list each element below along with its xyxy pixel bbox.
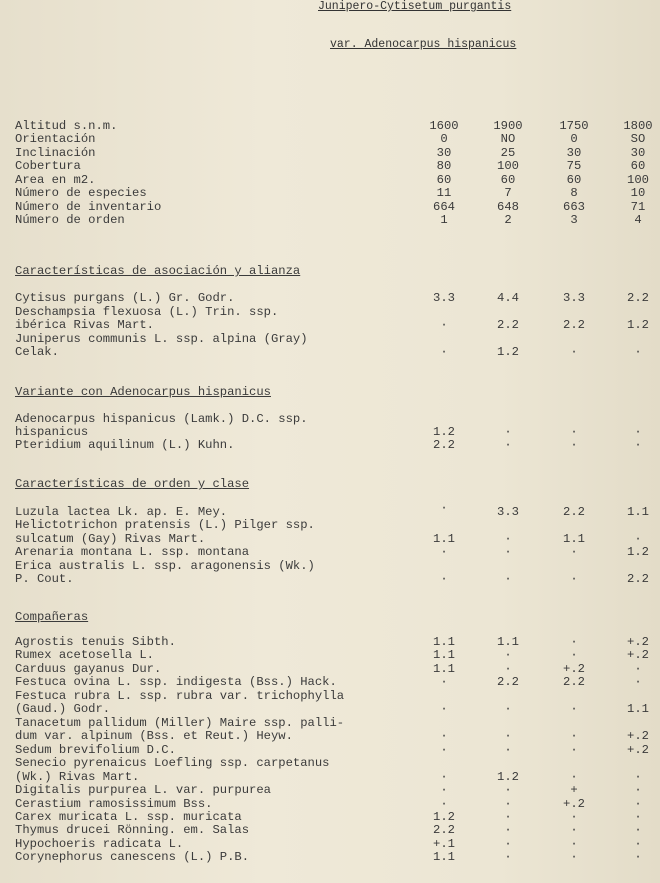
cell-value: 11 xyxy=(436,186,452,200)
cell-value: 100 xyxy=(497,159,519,173)
cell-value: 1.1 xyxy=(433,850,455,864)
cell-value: 2.2 xyxy=(497,318,519,332)
cell-value: · xyxy=(440,729,448,743)
cell-value: · xyxy=(504,662,512,676)
table-row xyxy=(0,333,660,346)
table-row xyxy=(0,824,660,837)
table-row xyxy=(0,649,660,662)
species-label: P. Cout. xyxy=(15,572,74,586)
table-row xyxy=(0,147,660,160)
cell-value: · xyxy=(570,425,578,439)
cell-value: · xyxy=(634,810,642,824)
species-label: Sedum brevifolium D.C. xyxy=(15,743,176,757)
cell-value: 2 xyxy=(504,213,512,227)
cell-value: SO xyxy=(630,132,646,146)
table-row xyxy=(0,346,660,359)
cell-value: · xyxy=(440,345,448,359)
cell-value: 2.2 xyxy=(433,823,455,837)
cell-value: 1750 xyxy=(559,119,589,133)
cell-value: · xyxy=(504,797,512,811)
cell-value: · xyxy=(634,770,642,784)
cell-value: · xyxy=(570,702,578,716)
cell-value: · xyxy=(570,545,578,559)
cell-value: +.2 xyxy=(627,648,649,662)
cell-value: 3 xyxy=(570,213,578,227)
cell-value: +.2 xyxy=(627,729,649,743)
cell-value: +.2 xyxy=(627,635,649,649)
species-label: Helictotrichon pratensis (L.) Pilger ssp. xyxy=(15,518,315,532)
cell-value: · xyxy=(504,532,512,546)
cell-value: · xyxy=(570,572,578,586)
species-label: Cytisus purgans (L.) Gr. Godr. xyxy=(15,291,235,305)
cell-value: 1.2 xyxy=(433,425,455,439)
species-label: Número de especies xyxy=(15,186,147,200)
cell-value: 648 xyxy=(497,200,519,214)
cell-value: 1.1 xyxy=(433,635,455,649)
section-heading: Características de asociación y alianza xyxy=(15,264,301,278)
species-label: Digitalis purpurea L. var. purpurea xyxy=(15,783,271,797)
species-label: hispanicus xyxy=(15,425,89,439)
cell-value: +.2 xyxy=(627,743,649,757)
cell-value: · xyxy=(634,837,642,851)
species-label: Rumex acetosella L. xyxy=(15,648,154,662)
cell-value: · xyxy=(440,545,448,559)
cell-value: 0 xyxy=(570,132,578,146)
cell-value: · xyxy=(440,318,448,332)
cell-value: 0 xyxy=(440,132,448,146)
cell-value: · xyxy=(504,810,512,824)
cell-value: · xyxy=(570,743,578,757)
cell-value: · xyxy=(440,783,448,797)
species-label: Cobertura xyxy=(15,159,81,173)
species-label: Area en m2. xyxy=(15,173,96,187)
species-label: Festuca rubra L. ssp. rubra var. trichophylla xyxy=(15,689,345,703)
species-label: ibérica Rivas Mart. xyxy=(15,318,154,332)
cell-value: 1.2 xyxy=(627,545,649,559)
cell-value: 30 xyxy=(436,146,452,160)
cell-value: · xyxy=(570,345,578,359)
cell-value: 60 xyxy=(566,173,582,187)
species-label: Pteridium aquilinum (L.) Kuhn. xyxy=(15,438,235,452)
cell-value: 1.1 xyxy=(433,648,455,662)
cell-value: · xyxy=(440,675,448,689)
table-row xyxy=(0,413,660,426)
cell-value: 3.3 xyxy=(497,505,519,519)
cell-value: 1.1 xyxy=(433,532,455,546)
cell-value: · xyxy=(570,438,578,452)
table-row xyxy=(0,784,660,797)
cell-value: · xyxy=(634,823,642,837)
cell-value: · xyxy=(504,823,512,837)
cell-value: 3.3 xyxy=(433,291,455,305)
table-row xyxy=(0,214,660,227)
cell-value: +.2 xyxy=(563,797,585,811)
species-label: Carex muricata L. ssp. muricata xyxy=(15,810,242,824)
cell-value: 71 xyxy=(630,200,646,214)
cell-value: 3.3 xyxy=(563,291,585,305)
cell-value: 75 xyxy=(566,159,582,173)
cell-value: · xyxy=(440,702,448,716)
cell-value: 2.2 xyxy=(497,675,519,689)
cell-value: NO xyxy=(500,132,516,146)
cell-value: 60 xyxy=(500,173,516,187)
cell-value: · xyxy=(634,783,642,797)
cell-value: · xyxy=(634,532,642,546)
cell-value: · xyxy=(634,850,642,864)
species-label: Cerastium ramosissimum Bss. xyxy=(15,797,213,811)
cell-value: +.2 xyxy=(563,662,585,676)
cell-value: · xyxy=(504,425,512,439)
cell-value: · xyxy=(440,770,448,784)
table-row xyxy=(0,573,660,586)
table-row xyxy=(0,519,660,532)
species-label: Tanacetum pallidum (Miller) Maire ssp. palli- xyxy=(15,716,345,730)
cell-value: 663 xyxy=(563,200,585,214)
table-row xyxy=(0,851,660,864)
cell-value: · xyxy=(570,850,578,864)
species-label: Juniperus communis L. ssp. alpina (Gray) xyxy=(15,332,308,346)
cell-value: · xyxy=(504,729,512,743)
species-label: Número de orden xyxy=(15,213,125,227)
species-label: Agrostis tenuis Sibth. xyxy=(15,635,176,649)
cell-value: · xyxy=(570,648,578,662)
cell-value: +.1 xyxy=(433,837,455,851)
cell-value: 80 xyxy=(436,159,452,173)
species-label: sulcatum (Gay) Rivas Mart. xyxy=(15,532,206,546)
cell-value: 1600 xyxy=(429,119,459,133)
cell-value: 30 xyxy=(566,146,582,160)
cell-value: 7 xyxy=(504,186,512,200)
table-row xyxy=(0,439,660,452)
table-row xyxy=(0,160,660,173)
species-label: Número de inventario xyxy=(15,200,162,214)
species-label: Erica australis L. ssp. aragonensis (Wk.) xyxy=(15,559,315,573)
species-label: Carduus gayanus Dur. xyxy=(15,662,162,676)
table-row xyxy=(0,187,660,200)
table-row xyxy=(0,730,660,743)
cell-value: · xyxy=(504,743,512,757)
cell-value: 30 xyxy=(630,146,646,160)
section-heading: Variante con Adenocarpus hispanicus xyxy=(15,385,271,399)
table-row xyxy=(0,292,660,305)
cell-value: · xyxy=(570,837,578,851)
cell-value: · xyxy=(634,797,642,811)
species-label: (Wk.) Rivas Mart. xyxy=(15,770,140,784)
cell-value: 60 xyxy=(630,159,646,173)
cell-value: · xyxy=(634,662,642,676)
section-heading: Características de orden y clase xyxy=(15,477,250,491)
species-label: Inclinación xyxy=(15,146,96,160)
cell-value: 4 xyxy=(634,213,642,227)
cell-value: 2.2 xyxy=(563,318,585,332)
cell-value: · xyxy=(570,823,578,837)
table-subtitle: var. Adenocarpus hispanicus xyxy=(330,38,517,51)
species-label: Senecio pyrenaicus Loefling ssp. carpetanus xyxy=(15,756,330,770)
species-label: Adenocarpus hispanicus (Lamk.) D.C. ssp. xyxy=(15,412,308,426)
species-label: (Gaud.) Godr. xyxy=(15,702,111,716)
cell-value: · xyxy=(570,635,578,649)
cell-value: 1.2 xyxy=(497,770,519,784)
cell-value: 1.2 xyxy=(497,345,519,359)
cell-value: 10 xyxy=(630,186,646,200)
species-label: Hypochoeris radicata L. xyxy=(15,837,184,851)
table-row xyxy=(0,133,660,146)
cell-value: 1.2 xyxy=(433,810,455,824)
cell-value: · xyxy=(440,797,448,811)
cell-value: · xyxy=(634,345,642,359)
cell-value: · xyxy=(504,850,512,864)
cell-value: · xyxy=(634,438,642,452)
cell-value: 100 xyxy=(627,173,649,187)
cell-value: · xyxy=(504,545,512,559)
cell-value: · xyxy=(504,572,512,586)
cell-value: 2.2 xyxy=(563,675,585,689)
cell-value: 1.1 xyxy=(563,532,585,546)
table-row xyxy=(0,676,660,689)
cell-value: 8 xyxy=(570,186,578,200)
cell-value: · xyxy=(504,837,512,851)
species-label: dum var. alpinum (Bss. et Reut.) Heyw. xyxy=(15,729,293,743)
species-label: Luzula lactea Lk. ap. E. Mey. xyxy=(15,505,228,519)
cell-value: 2.2 xyxy=(627,291,649,305)
cell-value: · xyxy=(440,501,448,515)
cell-value: 2.2 xyxy=(433,438,455,452)
cell-value: 1.1 xyxy=(497,635,519,649)
species-label: Orientación xyxy=(15,132,96,146)
table-row xyxy=(0,120,660,133)
cell-value: · xyxy=(634,675,642,689)
cell-value: · xyxy=(440,572,448,586)
cell-value: 1800 xyxy=(623,119,653,133)
cell-value: · xyxy=(570,770,578,784)
species-label: Altitud s.n.m. xyxy=(15,119,118,133)
species-label: Corynephorus canescens (L.) P.B. xyxy=(15,850,250,864)
cell-value: · xyxy=(570,810,578,824)
cell-value: 664 xyxy=(433,200,455,214)
cell-value: 60 xyxy=(436,173,452,187)
cell-value: · xyxy=(440,743,448,757)
table-row xyxy=(0,757,660,770)
cell-value: 1.2 xyxy=(627,318,649,332)
cell-value: 4.4 xyxy=(497,291,519,305)
table-row xyxy=(0,703,660,716)
section-heading: Compañeras xyxy=(15,610,89,624)
species-label: Celak. xyxy=(15,345,59,359)
species-label: Deschampsia flexuosa (L.) Trin. ssp. xyxy=(15,305,279,319)
species-label: Thymus drucei Rönning. em. Salas xyxy=(15,823,250,837)
cell-value: 1.1 xyxy=(627,505,649,519)
cell-value: 2.2 xyxy=(627,572,649,586)
cell-value: 25 xyxy=(500,146,516,160)
species-label: Arenaria montana L. ssp. montana xyxy=(15,545,250,559)
table-title: Junipero-Cytisetum purgantis xyxy=(318,0,512,13)
cell-value: 1900 xyxy=(493,119,523,133)
cell-value: · xyxy=(504,438,512,452)
cell-value: + xyxy=(570,783,578,797)
cell-value: · xyxy=(504,648,512,662)
cell-value: · xyxy=(570,729,578,743)
cell-value: 1.1 xyxy=(627,702,649,716)
cell-value: 1.1 xyxy=(433,662,455,676)
cell-value: · xyxy=(504,783,512,797)
cell-value: · xyxy=(504,702,512,716)
table-row xyxy=(0,560,660,573)
table-row xyxy=(0,319,660,332)
table-row xyxy=(0,546,660,559)
cell-value: 1 xyxy=(440,213,448,227)
cell-value: · xyxy=(634,425,642,439)
cell-value: 2.2 xyxy=(563,505,585,519)
species-label: Festuca ovina L. ssp. indigesta (Bss.) Hack. xyxy=(15,675,337,689)
